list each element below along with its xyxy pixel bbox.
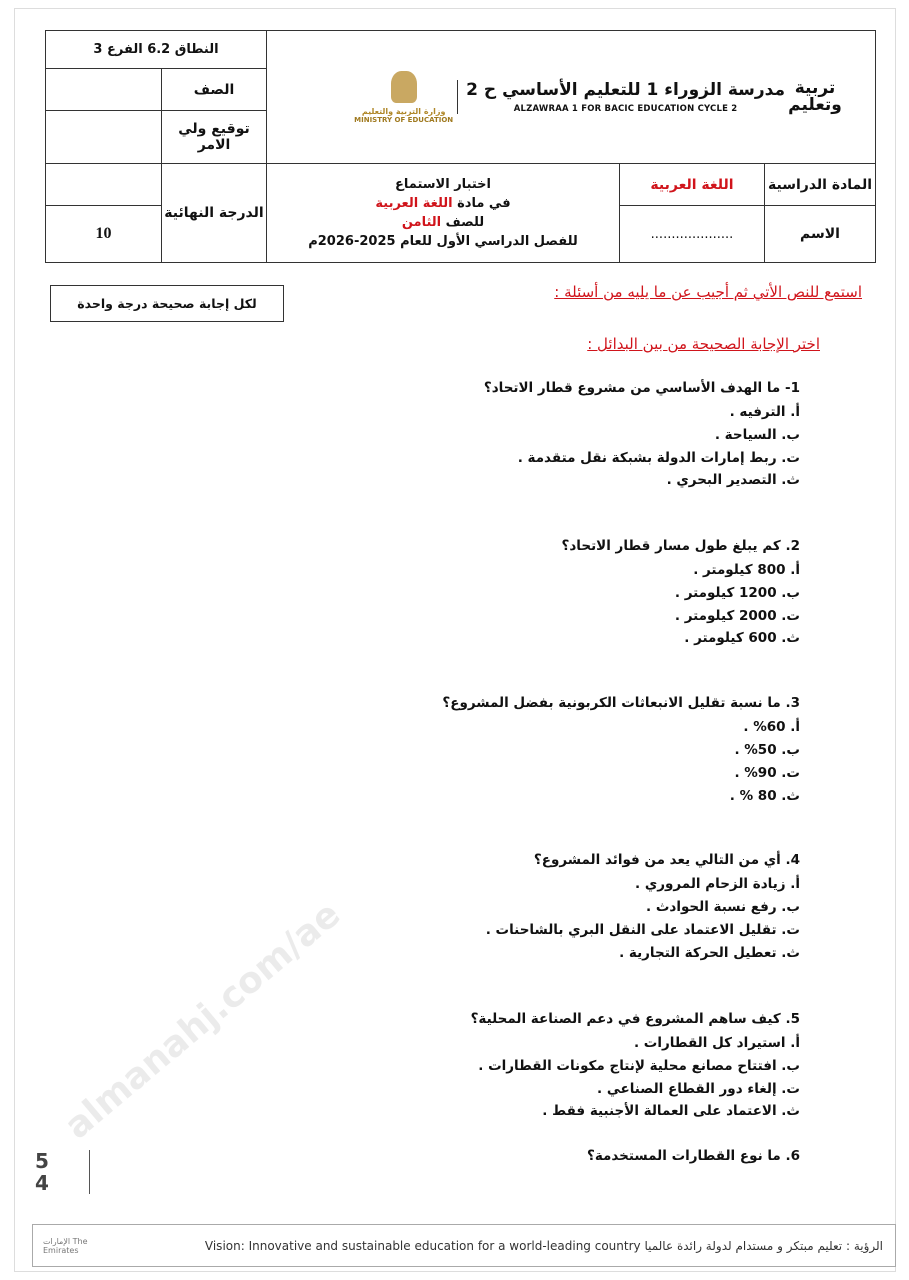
question-text: 5. كيف ساهم المشروع في دعم الصناعة المحلية؟ [470, 1011, 800, 1027]
name-label: الاسم [765, 206, 876, 263]
grade-blank [46, 164, 162, 206]
question-text: 1- ما الهدف الأساسي من مشروع قطار الاتحاد؟ [483, 380, 800, 396]
exam-title-line-2 [267, 194, 619, 213]
answer-option[interactable]: ت. 2000 كيلومتر . [674, 608, 800, 624]
school-name-ar: مدرسة الزوراء 1 للتعليم الأساسي ح 2 [466, 80, 785, 100]
header-table [45, 30, 876, 263]
school-banner [267, 31, 876, 164]
subject-label: المادة الدراسية [765, 164, 876, 206]
question-text: 6. ما نوع القطارات المستخدمة؟ [586, 1148, 800, 1164]
ministry-name-en: MINISTRY OF EDUCATION [354, 115, 454, 124]
exam-title-line-4: للفصل الدراسي الأول للعام 2025-2026م [308, 234, 578, 249]
answer-option[interactable]: أ. زيادة الزحام المروري . [635, 876, 800, 892]
answer-option[interactable]: ث. الاعتماد على العمالة الأجنبية فقط . [542, 1103, 800, 1119]
question-text: 4. أي من التالي يعد من فوائد المشروع؟ [533, 852, 800, 868]
answer-option[interactable]: ت. إلغاء دور القطاع الصناعي . [596, 1081, 800, 1097]
grade-note-box: لكل إجابة صحيحة درجة واحدة [50, 285, 284, 322]
signature-value [46, 111, 162, 164]
watermark: almanahj.com/ae [57, 893, 349, 1148]
answer-option[interactable]: ب. 1200 كيلومتر . [674, 585, 800, 601]
answer-option[interactable]: ت. 90% . [734, 765, 800, 781]
class-value [46, 69, 162, 111]
answer-option[interactable]: أ. 60% . [743, 719, 800, 735]
tarbiya-logo: تربية وتعليم [788, 78, 842, 115]
answer-option[interactable]: ث. 600 كيلومتر . [684, 630, 800, 646]
question-text: 2. كم يبلغ طول مسار قطار الاتحاد؟ [561, 538, 800, 554]
footer-vision-bar [32, 1224, 896, 1267]
answer-option[interactable]: ب. رفع نسبة الحوادث . [646, 899, 800, 915]
question-text: 3. ما نسبة تقليل الانبعاثات الكربونية بفضل المشروع؟ [442, 695, 800, 711]
exam-title-line-3 [267, 213, 619, 232]
final-grade-value: 10 [46, 206, 162, 263]
answer-option[interactable]: ث. 80 % . [729, 788, 800, 804]
exam-title [267, 164, 620, 263]
answer-option[interactable]: ت. ربط إمارات الدولة بشبكة نقل متقدمة . [517, 450, 800, 466]
answer-option[interactable]: ث. التصدير البحري . [666, 472, 800, 488]
answer-option[interactable]: ب. السياحة . [714, 427, 800, 443]
exam-title-text: للصف [441, 215, 485, 230]
answer-option[interactable]: أ. 800 كيلومتر . [693, 562, 800, 578]
answer-option[interactable]: ب. افتتاح مصانع محلية لإنتاج مكونات القطارات . [478, 1058, 800, 1074]
answer-option[interactable]: ت. تقليل الاعتماد على النقل البري بالشاحنات . [485, 922, 800, 938]
exam-title-line-1: اختبار الاستماع [394, 177, 492, 192]
name-field[interactable]: .................... [620, 206, 765, 263]
answer-option[interactable]: أ. الترفيه . [729, 404, 800, 420]
exam-grade: الثامن [401, 215, 442, 230]
school-name-en: ALZAWRAA 1 FOR BACIC EDUCATION CYCLE 2 [513, 104, 738, 114]
exam-title-text: في مادة [452, 196, 511, 211]
guardian-signature-label: توقيع ولي الامر [162, 111, 267, 164]
vision-text: الرؤية : تعليم مبتكر و مستدام لدولة رائدة عالميا Vision: Innovative and sustainable education for a world-leading country [204, 1238, 883, 1253]
uae-emblem-icon [391, 71, 417, 103]
listen-instruction: استمع للنص الأتي ثم أجيب عن ما يليه من أسئلة : [554, 283, 862, 301]
logo-54: 5 4 [35, 1150, 90, 1194]
answer-option[interactable]: أ. استيراد كل القطارات . [633, 1035, 800, 1051]
answer-option[interactable]: ث. تعطيل الحركة التجارية . [619, 945, 800, 961]
class-label: الصف [162, 69, 267, 111]
emirates-logo: الإمارات The Emirates [43, 1236, 88, 1255]
final-grade-label: الدرجة النهائية [162, 164, 267, 263]
ministry-name-ar: وزارة التربية والتعليم [361, 106, 446, 116]
answer-option[interactable]: ب. 50% . [734, 742, 800, 758]
exam-subject: اللغة العربية [375, 196, 453, 211]
subject-value: اللغة العربية [620, 164, 765, 206]
range-label: النطاق 6.2 الفرع 3 [46, 31, 267, 69]
choose-instruction: اختر الإجابة الصحيحة من بين البدائل : [587, 335, 820, 353]
